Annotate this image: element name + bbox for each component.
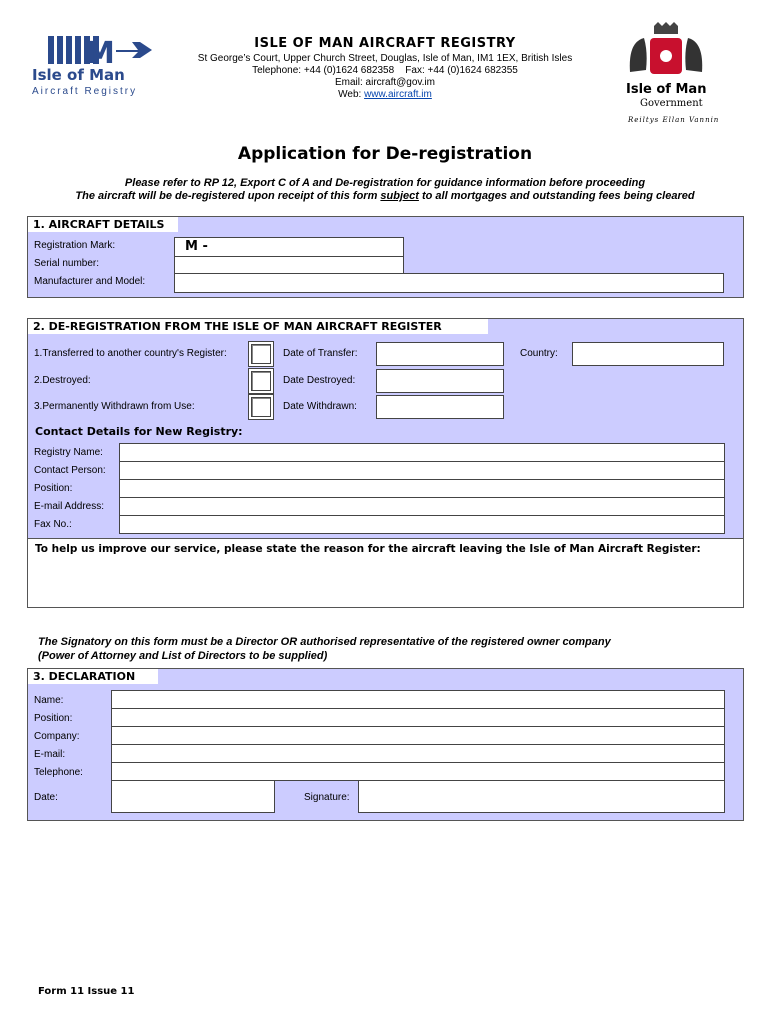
contact-person-field[interactable] [119, 461, 725, 480]
manufacturer-model-label: Manufacturer and Model: [34, 276, 146, 287]
aircraft-details-section [27, 216, 744, 298]
date-withdrawn-label: Date Withdrawn: [283, 401, 357, 412]
gov-subtitle: Government [640, 98, 703, 109]
option-transferred-checkbox-frame [248, 341, 274, 367]
date-of-transfer-label: Date of Transfer: [283, 348, 358, 359]
declaration-signature-label: Signature: [304, 792, 350, 803]
web-link[interactable]: www.aircraft.im [364, 89, 432, 100]
registry-address: St George’s Court, Upper Church Street, Douglas, Isle of Man, IM1 1EX, British Isles [197, 53, 573, 64]
declaration-position-label: Position: [34, 713, 73, 724]
declaration-section [27, 668, 744, 821]
registration-mark-label: Registration Mark: [34, 240, 116, 251]
guidance-note: Please refer to RP 12, Export C of A and De-registration for guidance information before proceeding [124, 177, 646, 189]
option-withdrawn-checkbox[interactable] [251, 397, 271, 417]
option-withdrawn-label: 3.Permanently Withdrawn from Use: [34, 401, 195, 412]
option-transferred-label: 1.Transferred to another country's Register: [34, 348, 227, 359]
option-destroyed-label: 2.Destroyed: [34, 375, 91, 386]
date-destroyed-field[interactable] [376, 369, 504, 393]
country-label: Country: [520, 348, 558, 359]
reason-box[interactable] [28, 538, 743, 607]
option-destroyed-checkbox[interactable] [251, 371, 271, 391]
email-address-field[interactable] [119, 497, 725, 516]
declaration-name-label: Name: [34, 695, 64, 706]
registry-name-label: Registry Name: [34, 447, 103, 458]
deregistration-section [27, 318, 744, 608]
gov-title: Isle of Man [626, 82, 707, 97]
fax-field[interactable] [119, 515, 725, 534]
position-label: Position: [34, 483, 73, 494]
gov-manx: Reiltys Ellan Vannin [628, 116, 720, 124]
position-field[interactable] [119, 479, 725, 498]
deregistration-note: The aircraft will be de-registered upon receipt of this form subject to all mortgages and outstanding fees being cleared [75, 190, 695, 202]
declaration-signature-field[interactable] [358, 780, 725, 813]
signatory-requirement: (Power of Attorney and List of Directors to be supplied) [38, 650, 328, 662]
registry-name-field[interactable] [119, 443, 725, 462]
manufacturer-model-field[interactable] [174, 273, 724, 293]
registration-mark-field[interactable]: M - [174, 237, 404, 257]
declaration-email-field[interactable] [111, 744, 725, 763]
date-of-transfer-field[interactable] [376, 342, 504, 366]
logo-title: Isle of Man [32, 66, 125, 84]
contact-details-heading: Contact Details for New Registry: [35, 425, 243, 438]
declaration-company-field[interactable] [111, 726, 725, 745]
country-field[interactable] [572, 342, 724, 366]
declaration-date-field[interactable] [111, 780, 275, 813]
registry-title: ISLE OF MAN AIRCRAFT REGISTRY [254, 36, 516, 51]
logo-subtitle: Aircraft Registry [32, 86, 138, 97]
svg-text:M: M [85, 36, 115, 71]
option-transferred-checkbox[interactable] [251, 344, 271, 364]
declaration-telephone-field[interactable] [111, 762, 725, 781]
declaration-telephone-label: Telephone: [34, 767, 83, 778]
section-3-heading: 3. DECLARATION [28, 669, 158, 684]
declaration-date-label: Date: [34, 792, 58, 803]
option-withdrawn-checkbox-frame [248, 394, 274, 420]
reason-prompt: To help us improve our service, please state the reason for the aircraft leaving the Isle of Man Aircraft Register: [35, 543, 701, 555]
page-title: Application for De-registration [237, 144, 533, 164]
form-footer: Form 11 Issue 11 [38, 986, 135, 997]
fax-label: Fax No.: [34, 519, 72, 530]
government-crest [618, 22, 714, 126]
email-address-label: E-mail Address: [34, 501, 105, 512]
registry-web: Web: www.aircraft.im [338, 89, 432, 100]
serial-number-label: Serial number: [34, 258, 100, 269]
declaration-position-field[interactable] [111, 708, 725, 727]
declaration-company-label: Company: [34, 731, 80, 742]
declaration-email-label: E-mail: [34, 749, 66, 760]
section-2-heading: 2. DE-REGISTRATION FROM THE ISLE OF MAN AIRCRAFT REGISTER [28, 319, 488, 334]
registry-phone-fax: Telephone: +44 (0)1624 682358 Fax: +44 (0)1624 682355 [252, 65, 518, 76]
registry-email: Email: aircraft@gov.im [335, 77, 435, 88]
declaration-name-field[interactable] [111, 690, 725, 709]
serial-number-field[interactable] [174, 256, 404, 274]
section-1-heading: 1. AIRCRAFT DETAILS [28, 217, 178, 232]
option-destroyed-checkbox-frame [248, 368, 274, 394]
contact-person-label: Contact Person: [34, 465, 106, 476]
signatory-note: The Signatory on this form must be a Director OR authorised representative of the registered owner company [38, 636, 611, 648]
date-destroyed-label: Date Destroyed: [283, 375, 356, 386]
date-withdrawn-field[interactable] [376, 395, 504, 419]
